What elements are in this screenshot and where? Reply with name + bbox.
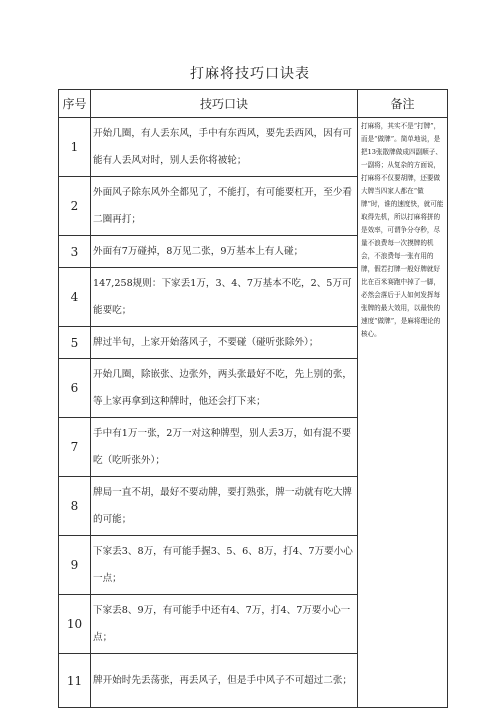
row-text-content: 牌过半旬，上家开始落风子，不要碰（碰听张除外）； [93,337,319,348]
row-text [91,654,358,708]
row-num: 10 [59,595,91,654]
row-text [91,359,358,418]
row-text-content: 外面风子除东风外全都见了，不能打，有可能要杠开，至少看二圈再打； [93,187,353,225]
row-text [91,268,358,327]
remark-cell: 打麻将，其实不是“打牌”，而是“做牌”。简单地说，是把13张散牌做成四副顺子、一副将；从复杂的方面说，打麻将不仅要胡牌，还要做大牌当四家人都在“做牌”时，谁的速度快，就可能取得先机，所以打麻将拼的是效率，可谓争分夺秒，尽量不浪费每一次摸牌的机会，不浪费每一张有用的牌，假若打牌一般好牌就好比在百米赛跑中掉了一脚，必然会落后于人如何发挥每张牌的最大效用，以最快的速度“做牌”，是麻将理论的核心。 [358,118,448,708]
table-header-row [59,90,448,118]
row-num: 7 [59,418,91,477]
row-text-content: 下家丢8、9万，有可能手中还有4、7万，打4、7万要小心一点； [93,605,351,643]
row-num: 8 [59,477,91,536]
row-text [91,118,358,177]
row-num: 1 [59,118,91,177]
row-text [91,595,358,654]
row-text [91,536,358,595]
row-num: 6 [59,359,91,418]
row-text-content: 147,258规则：下家丢1万，3、4、7万基本不吃，2、5万可能要吃； [93,278,352,316]
row-text [91,477,358,536]
row-text [91,177,358,236]
row-num: 3 [59,236,91,268]
tips-table [58,89,448,708]
header-tip: 技巧口诀 [91,90,358,118]
row-text-content: 牌局一直不胡，最好不要动牌，要打熟张，牌一动就有吃大牌的可能； [93,487,353,525]
row-num: 9 [59,536,91,595]
row-text-content: 手中有1万一张，2万一对这种牌型，别人丢3万，如有混不要吃（吃听张外）； [93,428,352,466]
row-num: 2 [59,177,91,236]
header-num: 序号 [59,90,91,118]
row-text [91,236,358,268]
row-text-content: 开始几圈，有人丢东风，手中有东西风，要先丢西风，因有可能有人丢风对时，别人丢你将被轮； [93,128,353,166]
row-num: 4 [59,268,91,327]
row-text-content: 下家丢3、8万，有可能手握3、5、6、8万，打4、7万要小心一点； [93,546,353,584]
row-text-content: 开始几圈，除嵌张、边张外，两头张最好不吃，先上别的张，等上家再拿到这种牌时，他还会打下来； [93,369,353,407]
row-text-content: 外面有7万碰掉，8万见二张，9万基本上有人碰； [93,246,304,257]
row-num: 11 [59,654,91,708]
page-title: 打麻将技巧口诀表 [190,66,310,82]
row-num: 5 [59,327,91,359]
row-text [91,327,358,359]
table-row [59,118,448,177]
row-text-content: 牌开始时先丢荡张，再丢风子，但是手中风子不可超过二张； [93,675,353,686]
row-text [91,418,358,477]
header-remark: 备注 [358,90,448,118]
